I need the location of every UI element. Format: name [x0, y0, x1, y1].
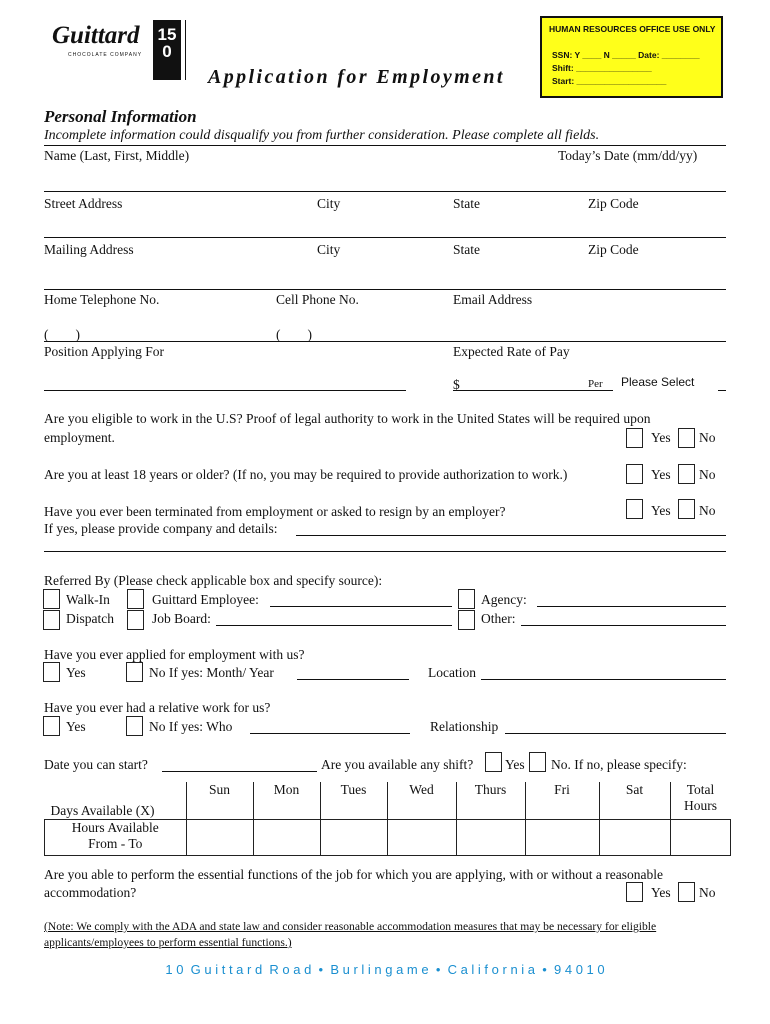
age-yes-checkbox[interactable] — [626, 464, 643, 484]
availability-table — [44, 782, 731, 856]
relative-yes-checkbox[interactable] — [43, 716, 60, 736]
cell-phone-area-code[interactable]: ( ) — [276, 327, 312, 342]
referral-label: Referred By (Please check applicable box and specify source): — [44, 573, 383, 588]
jobboard-input-line[interactable] — [216, 625, 452, 626]
day-header-sat: Sat — [599, 782, 670, 819]
eligible-no-label: No — [699, 430, 716, 445]
essential-yes-label: Yes — [651, 885, 671, 900]
rate-label: Expected Rate of Pay — [453, 344, 570, 359]
anniversary-badge: 150 — [153, 20, 181, 80]
essential-no-label: No — [699, 885, 716, 900]
total-label: Total — [686, 782, 715, 797]
hours-available-cell — [45, 819, 187, 855]
age-no-checkbox[interactable] — [678, 464, 695, 484]
walkin-checkbox[interactable] — [43, 589, 60, 609]
per-input-line — [718, 390, 726, 391]
any-shift-question: Are you available any shift? — [321, 757, 474, 772]
hr-start-field[interactable]: Start: ___________________ — [552, 76, 667, 86]
mailing-city-label: City — [317, 242, 341, 257]
terminated-yes-label: Yes — [651, 503, 671, 518]
section-title-personal: Personal Information — [44, 107, 197, 126]
jobboard-checkbox[interactable] — [127, 610, 144, 630]
employee-label: Guittard Employee: — [152, 592, 259, 607]
state-label: State — [453, 196, 480, 211]
home-phone-label: Home Telephone No. — [44, 292, 160, 307]
pay-period-select[interactable]: Please Select — [621, 375, 695, 389]
age-question: Are you at least 18 years or older? (If no, you may be required to provide authorization to work.) — [44, 467, 568, 482]
total-hours-header — [670, 782, 731, 819]
terminated-no-checkbox[interactable] — [678, 499, 695, 519]
other-input-line[interactable] — [521, 625, 726, 626]
day-header-tues: Tues — [320, 782, 387, 819]
rate-input-line[interactable] — [453, 390, 613, 391]
terminated-no-label: No — [699, 503, 716, 518]
company-logo-subtext: CHOCOLATE COMPANY — [68, 52, 143, 58]
hours-thurs-cell[interactable] — [456, 819, 525, 855]
street-input-line[interactable] — [44, 237, 726, 238]
start-date-label: Date you can start? — [44, 757, 148, 772]
mailing-zip-label: Zip Code — [588, 242, 639, 257]
hours-mon-cell[interactable] — [253, 819, 320, 855]
city-label: City — [317, 196, 341, 211]
eligible-no-checkbox[interactable] — [678, 428, 695, 448]
shift-no-checkbox[interactable] — [529, 752, 546, 772]
applied-no-checkbox[interactable] — [126, 662, 143, 682]
day-header-fri: Fri — [525, 782, 599, 819]
shift-yes-checkbox[interactable] — [485, 752, 502, 772]
mailing-input-line[interactable] — [44, 289, 726, 290]
footer-address: 1 0 G u i t t a r d R o a d • B u r l i n g a m e • C a l i f o r n i a • 9 4 0 1 0 — [165, 962, 605, 977]
phone-input-line[interactable] — [44, 341, 726, 342]
dollar-sign: $ — [453, 377, 460, 392]
dispatch-checkbox[interactable] — [43, 610, 60, 630]
hours-available-label: Hours Available — [71, 819, 159, 835]
shift-no-label: No. If no, please specify: — [551, 757, 687, 772]
hours-tues-cell[interactable] — [320, 819, 387, 855]
hours-wed-cell[interactable] — [387, 819, 456, 855]
applied-yes-label: Yes — [66, 665, 86, 680]
day-header-mon: Mon — [253, 782, 320, 819]
mailing-label: Mailing Address — [44, 242, 134, 257]
relationship-label: Relationship — [430, 719, 499, 734]
zip-label: Zip Code — [588, 196, 639, 211]
applied-date-line[interactable] — [297, 679, 409, 680]
other-label: Other: — [481, 611, 516, 626]
hours-total-cell[interactable] — [670, 819, 731, 855]
name-input-line[interactable] — [44, 191, 726, 192]
per-label: Per — [588, 378, 603, 390]
day-header-sun: Sun — [186, 782, 253, 819]
relationship-line[interactable] — [505, 733, 726, 734]
essential-question: Are you able to perform the essential functions of the job for which you are applying, with or without a reasonable — [44, 867, 663, 882]
shift-yes-label: Yes — [505, 757, 525, 772]
home-phone-area-code[interactable]: ( ) — [44, 327, 80, 342]
from-to-label: From - To — [88, 835, 143, 851]
cell-phone-label: Cell Phone No. — [276, 292, 359, 307]
dispatch-label: Dispatch — [66, 611, 114, 626]
position-label: Position Applying For — [44, 344, 165, 359]
eligible-yes-checkbox[interactable] — [626, 428, 643, 448]
ada-note-cont: applicants/employees to perform essential functions.) — [44, 936, 292, 949]
hours-sat-cell[interactable] — [599, 819, 670, 855]
terminated-details-line-2[interactable] — [44, 551, 726, 552]
employee-checkbox[interactable] — [127, 589, 144, 609]
page-title: Application for Employment — [208, 66, 505, 88]
eligible-question-cont: employment. — [44, 430, 115, 445]
applied-question: Have you ever applied for employment with us? — [44, 647, 305, 662]
ada-note: (Note: We comply with the ADA and state law and consider reasonable accommodation measures that may be necessary for eligible — [44, 920, 657, 933]
age-yes-label: Yes — [651, 467, 671, 482]
essential-question-cont: accommodation? — [44, 885, 137, 900]
walkin-label: Walk-In — [66, 592, 110, 607]
age-no-label: No — [699, 467, 716, 482]
email-label: Email Address — [453, 292, 533, 307]
eligible-question: Are you eligible to work in the U.S? Proof of legal authority to work in the United States will be required upon — [44, 411, 651, 426]
day-header-thurs: Thurs — [456, 782, 525, 819]
hr-office-use-box — [540, 16, 723, 98]
terminated-details-label: If yes, please provide company and details: — [44, 521, 278, 536]
essential-no-checkbox[interactable] — [678, 882, 695, 902]
hours-fri-cell[interactable] — [525, 819, 599, 855]
hours-sun-cell[interactable] — [186, 819, 253, 855]
incomplete-notice: Incomplete information could disqualify you from further consideration. Please complete all fields. — [44, 128, 600, 143]
mailing-state-label: State — [453, 242, 480, 257]
relative-no-label: No If yes: Who — [149, 719, 233, 734]
street-label: Street Address — [44, 196, 123, 211]
applied-no-label: No If yes: Month/ Year — [149, 665, 274, 680]
relative-who-line[interactable] — [250, 733, 410, 734]
agency-input-line[interactable] — [537, 606, 726, 607]
relative-yes-label: Yes — [66, 719, 86, 734]
hr-shift-field[interactable]: Shift: ________________ — [552, 63, 652, 73]
day-header-wed: Wed — [387, 782, 456, 819]
eligible-yes-label: Yes — [651, 430, 671, 445]
position-input-line[interactable] — [44, 390, 406, 391]
terminated-question: Have you ever been terminated from employment or asked to resign by an employer? — [44, 504, 506, 519]
badge-divider — [185, 20, 186, 80]
terminated-details-line[interactable] — [296, 535, 726, 536]
hr-ssn-field[interactable]: SSN: Y ____ N _____ Date: ________ — [552, 50, 700, 60]
agency-checkbox[interactable] — [458, 589, 475, 609]
employee-input-line[interactable] — [270, 606, 452, 607]
terminated-yes-checkbox[interactable] — [626, 499, 643, 519]
date-label: Today’s Date (mm/dd/yy) — [558, 148, 698, 163]
company-logo: Guittard — [52, 22, 140, 49]
other-checkbox[interactable] — [458, 610, 475, 630]
applied-location-label: Location — [428, 665, 476, 680]
notice-rule — [44, 145, 726, 146]
jobboard-label: Job Board: — [152, 611, 211, 626]
agency-label: Agency: — [481, 592, 527, 607]
relative-question: Have you ever had a relative work for us? — [44, 700, 271, 715]
name-label: Name (Last, First, Middle) — [44, 148, 190, 163]
applied-location-line[interactable] — [481, 679, 726, 680]
days-available-label: Days Available (X) — [45, 782, 187, 819]
start-date-line[interactable] — [162, 771, 317, 772]
applied-yes-checkbox[interactable] — [43, 662, 60, 682]
hours-label: Hours — [684, 798, 717, 813]
essential-yes-checkbox[interactable] — [626, 882, 643, 902]
hr-box-heading: HUMAN RESOURCES OFFICE USE ONLY — [549, 24, 716, 34]
relative-no-checkbox[interactable] — [126, 716, 143, 736]
